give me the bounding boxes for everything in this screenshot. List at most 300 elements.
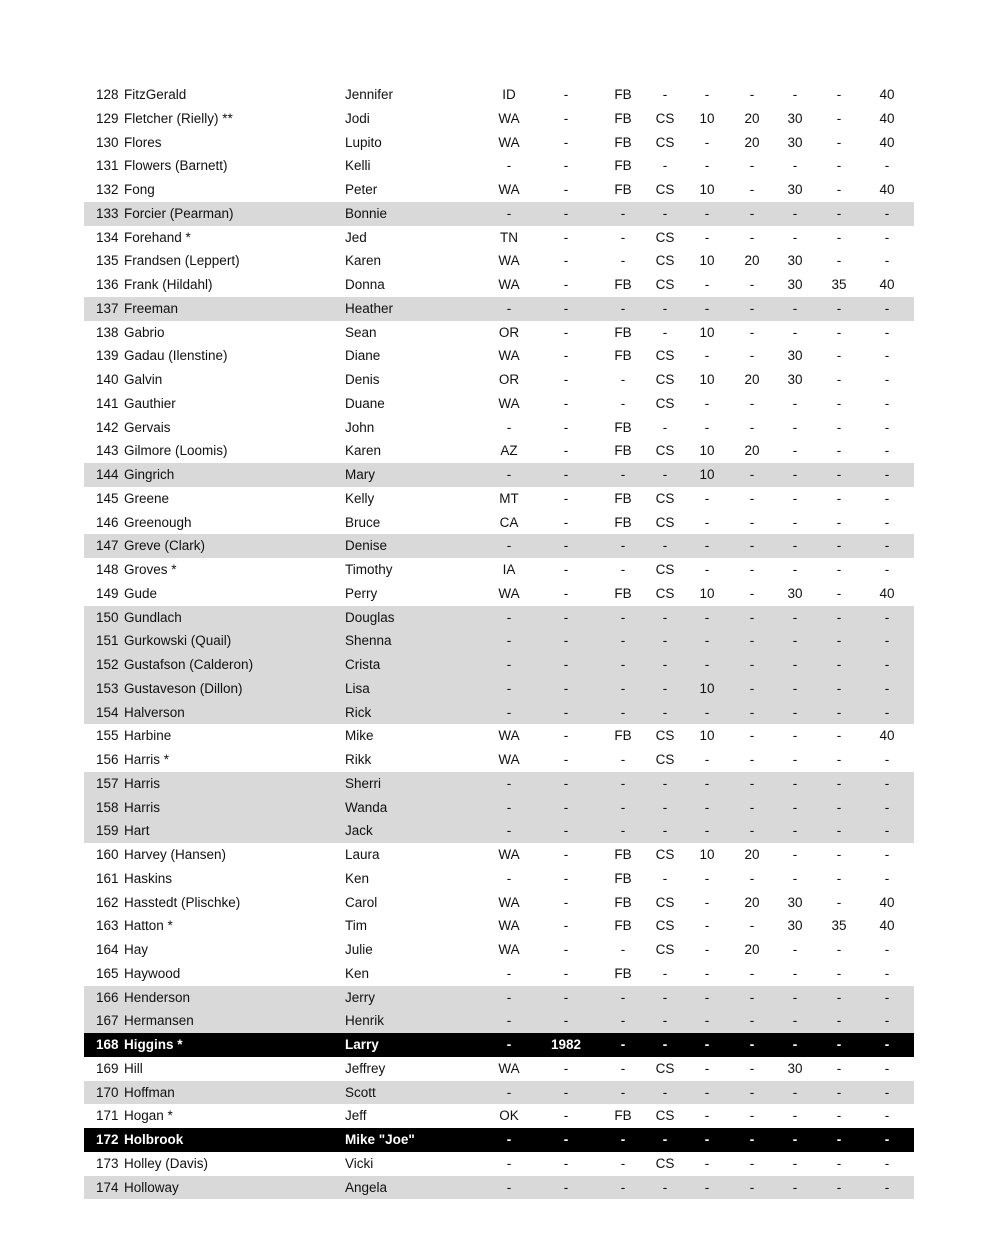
table-row [84,1057,914,1081]
mark-20-cell: - [749,324,755,340]
mark-40-cell: 40 [879,918,895,934]
mark-35-cell: - [836,942,842,957]
first-name: Jennifer [345,87,394,102]
mark-10-cell: - [704,1037,710,1052]
mark-20-cell: - [749,182,755,197]
table-row [84,701,914,725]
mark-20-cell: - [749,1179,755,1195]
mark-10-cell: - [704,205,710,221]
mark-30-cell: - [792,728,798,744]
table-row [84,321,914,345]
mark-30-cell: - [792,490,798,506]
mark-35-cell: - [836,1037,842,1052]
fb-cell: - [620,1060,626,1076]
mark-35-cell: - [836,324,842,340]
year-cell: - [563,657,569,672]
mark-20-cell: - [749,467,755,482]
cs-cell: CS [655,752,675,767]
year-cell: - [563,989,569,1005]
year-cell: - [563,419,569,435]
table-row [84,1104,914,1128]
mark-40-cell: - [884,680,890,696]
year-cell: - [563,775,569,791]
state-cell: WA [498,918,520,934]
mark-35-cell: - [836,158,842,174]
mark-35-cell: - [836,1013,842,1029]
last-name: Gingrich [124,467,175,482]
row-number: 149 [96,585,119,601]
mark-10-cell: - [704,609,710,625]
year-cell: - [563,277,569,292]
state-cell: WA [498,894,520,910]
mark-20-cell: - [749,609,755,625]
mark-20-cell: - [749,633,755,649]
table-row [84,891,914,915]
table-row [84,629,914,653]
mark-30-cell: - [792,1013,798,1029]
mark-20-cell: - [749,799,755,815]
mark-10-cell: - [704,395,710,411]
cs-cell: CS [655,182,675,197]
mark-20-cell: 20 [744,942,760,957]
last-name: Fletcher (Rielly) ** [124,110,233,126]
mark-35-cell: - [836,989,842,1005]
table-row [84,154,914,178]
row-number: 155 [96,728,119,744]
mark-30-cell: - [792,1132,798,1147]
mark-20-cell: - [749,348,755,364]
cs-cell: CS [655,514,675,530]
first-name: Perry [345,585,378,601]
mark-40-cell: 40 [879,134,895,150]
mark-40-cell: 40 [879,894,895,910]
mark-10-cell: - [704,277,710,292]
mark-30-cell: - [792,514,798,530]
mark-30-cell: - [792,1084,798,1100]
cs-cell: CS [655,1060,675,1076]
row-number: 133 [96,205,119,221]
last-name: Gervais [124,419,171,435]
mark-20-cell: 20 [744,847,760,862]
fb-cell: - [620,229,626,245]
mark-30-cell: - [792,1179,798,1195]
fb-cell: - [620,395,626,411]
cs-cell: CS [655,847,675,862]
last-name: Gurkowski (Quail) [124,633,232,649]
state-cell: IA [502,562,516,577]
mark-30-cell: 30 [787,134,803,150]
last-name: Greenough [124,514,192,530]
mark-20-cell: 20 [744,110,760,126]
cs-cell: - [662,205,668,221]
fb-cell: - [620,1013,626,1029]
fb-cell: FB [614,348,632,364]
mark-35-cell: - [836,680,842,696]
first-name: Angela [345,1179,388,1195]
state-cell: MT [499,490,519,506]
first-name: Carol [345,894,378,910]
last-name: Hatton * [124,918,173,934]
mark-30-cell: - [792,823,798,839]
last-name: Hill [124,1060,143,1076]
fb-cell: - [620,752,626,767]
fb-cell: - [620,1037,626,1052]
fb-cell: FB [614,324,632,340]
mark-30-cell: - [792,752,798,767]
year-cell: - [563,110,569,126]
last-name: Gustaveson (Dillon) [124,680,243,696]
year-cell: - [563,1013,569,1029]
mark-30-cell: - [792,324,798,340]
row-number: 131 [96,158,119,174]
state-cell: - [506,1013,512,1029]
cs-cell: - [662,633,668,649]
row-number: 150 [96,609,119,625]
year-cell: - [563,538,569,554]
row-number: 172 [96,1132,119,1147]
mark-35-cell: - [836,1132,842,1147]
last-name: Flowers (Barnett) [124,158,228,174]
first-name: Julie [345,942,373,957]
state-cell: - [506,989,512,1005]
row-number: 159 [96,823,119,839]
mark-35-cell: - [836,372,842,387]
state-cell: - [506,870,512,886]
first-name: Lisa [345,680,370,696]
first-name: Jeffrey [345,1060,386,1076]
cs-cell: CS [655,372,675,387]
mark-10-cell: - [704,894,710,910]
cs-cell: CS [655,894,675,910]
last-name: Holbrook [124,1132,184,1147]
last-name: Gundlach [124,609,182,625]
year-cell: - [563,918,569,934]
mark-35-cell: - [836,419,842,435]
table-row [84,938,914,962]
mark-20-cell: - [749,205,755,221]
mark-40-cell: - [884,300,890,316]
mark-40-cell: - [884,775,890,791]
first-name: Larry [345,1037,379,1052]
mark-35-cell: - [836,894,842,910]
mark-10-cell: 10 [699,372,715,387]
mark-30-cell: - [792,467,798,482]
mark-40-cell: - [884,324,890,340]
mark-20-cell: - [749,300,755,316]
fb-cell: - [620,205,626,221]
mark-10-cell: 10 [699,110,715,126]
cs-cell: - [662,419,668,435]
state-cell: - [506,1037,512,1052]
first-name: Kelli [345,158,371,174]
mark-30-cell: 30 [787,918,803,934]
cs-cell: CS [655,728,675,744]
cs-cell: - [662,300,668,316]
first-name: Ken [345,965,370,981]
mark-20-cell: - [749,1013,755,1029]
state-cell: OK [499,1108,519,1124]
mark-40-cell: - [884,253,890,269]
mark-30-cell: 30 [787,1060,803,1076]
year-cell: - [563,847,569,862]
table-row [84,511,914,535]
mark-20-cell: - [749,1060,755,1076]
mark-20-cell: 20 [744,134,760,150]
state-cell: - [506,704,512,720]
mark-10-cell: 10 [699,467,715,482]
row-number: 152 [96,657,119,672]
cs-cell: - [662,799,668,815]
mark-20-cell: - [749,1132,755,1147]
mark-40-cell: 40 [879,110,895,126]
table-row [84,1128,914,1152]
mark-40-cell: - [884,704,890,720]
year-cell: - [563,182,569,197]
mark-10-cell: - [704,1108,710,1124]
first-name: Sherri [345,775,382,791]
mark-35-cell: - [836,704,842,720]
year-cell: - [563,752,569,767]
row-number: 170 [96,1084,119,1100]
mark-20-cell: - [749,538,755,554]
row-number: 162 [96,894,119,910]
mark-30-cell: - [792,205,798,221]
first-name: Henrik [345,1013,385,1029]
fb-cell: FB [614,965,632,981]
first-name: Kelly [345,490,375,506]
last-name: Forcier (Pearman) [124,205,234,221]
mark-10-cell: - [704,419,710,435]
mark-35-cell: - [836,633,842,649]
mark-40-cell: 40 [879,277,895,292]
mark-10-cell: 10 [699,253,715,269]
first-name: Karen [345,253,382,269]
cs-cell: - [662,324,668,340]
year-cell: - [563,514,569,530]
mark-35-cell: 35 [831,918,847,934]
table-row [84,653,914,677]
mark-20-cell: - [749,965,755,981]
year-cell: - [563,1084,569,1100]
last-name: Groves * [124,562,177,577]
mark-30-cell: - [792,419,798,435]
mark-30-cell: - [792,847,798,862]
mark-30-cell: - [792,704,798,720]
first-name: Lupito [345,134,382,150]
cs-cell: CS [655,253,675,269]
table-row [84,83,914,107]
mark-40-cell: - [884,348,890,364]
last-name: Higgins * [124,1037,183,1052]
last-name: Gadau (Ilenstine) [124,348,228,364]
row-number: 142 [96,419,119,435]
state-cell: - [506,419,512,435]
fb-cell: FB [614,134,632,150]
mark-30-cell: - [792,680,798,696]
row-number: 156 [96,752,119,767]
cs-cell: CS [655,918,675,934]
cs-cell: - [662,158,668,174]
table-row [84,1152,914,1176]
mark-40-cell: - [884,965,890,981]
mark-30-cell: - [792,942,798,957]
table-row [84,986,914,1010]
fb-cell: FB [614,277,632,292]
fb-cell: FB [614,728,632,744]
last-name: Fong [124,182,155,197]
mark-30-cell: 30 [787,585,803,601]
mark-10-cell: - [704,158,710,174]
mark-30-cell: - [792,799,798,815]
table-row [84,1033,914,1057]
mark-10-cell: - [704,989,710,1005]
last-name: Greve (Clark) [124,538,206,554]
table-row [84,368,914,392]
state-cell: - [506,965,512,981]
fb-cell: - [620,1155,626,1171]
table-row [84,297,914,321]
first-name: Rikk [345,752,372,767]
row-number: 151 [96,633,119,649]
row-number: 134 [96,229,119,245]
first-name: Wanda [345,799,388,815]
table-row [84,677,914,701]
mark-35-cell: - [836,538,842,554]
cs-cell: - [662,775,668,791]
year-cell: - [563,609,569,625]
mark-20-cell: - [749,1108,755,1124]
fb-cell: - [620,799,626,815]
mark-40-cell: - [884,823,890,839]
mark-10-cell: 10 [699,182,715,197]
mark-35-cell: - [836,110,842,126]
first-name: Rick [345,704,372,720]
row-number: 167 [96,1013,119,1029]
table-row [84,867,914,891]
mark-10-cell: - [704,918,710,934]
mark-40-cell: - [884,1060,890,1076]
first-name: Jodi [345,110,370,126]
mark-10-cell: 10 [699,324,715,340]
fb-cell: FB [614,419,632,435]
mark-35-cell: - [836,585,842,601]
mark-35-cell: - [836,752,842,767]
mark-30-cell: - [792,443,798,459]
table-row [84,463,914,487]
mark-20-cell: 20 [744,253,760,269]
cs-cell: CS [655,490,675,506]
year-cell: - [563,704,569,720]
fb-cell: FB [614,443,632,459]
mark-30-cell: 30 [787,894,803,910]
mark-30-cell: 30 [787,110,803,126]
fb-cell: FB [614,1108,632,1124]
mark-30-cell: 30 [787,277,803,292]
mark-30-cell: - [792,158,798,174]
mark-30-cell: - [792,657,798,672]
last-name: Holloway [124,1179,179,1195]
mark-40-cell: - [884,419,890,435]
table-row [84,819,914,843]
fb-cell: - [620,704,626,720]
state-cell: - [506,799,512,815]
row-number: 143 [96,443,119,459]
table-row [84,843,914,867]
year-cell: - [563,870,569,886]
mark-10-cell: - [704,752,710,767]
state-cell: - [506,158,512,174]
table-row [84,606,914,630]
row-number: 173 [96,1155,119,1171]
fb-cell: FB [614,514,632,530]
year-cell: - [563,300,569,316]
row-number: 160 [96,847,119,862]
mark-40-cell: - [884,395,890,411]
first-name: Jack [345,823,373,839]
mark-20-cell: - [749,680,755,696]
state-cell: WA [498,1060,520,1076]
fb-cell: - [620,823,626,839]
year-cell: - [563,467,569,482]
state-cell: OR [498,372,520,387]
mark-40-cell: - [884,490,890,506]
mark-10-cell: 10 [699,680,715,696]
row-number: 140 [96,372,119,387]
last-name: Hogan * [124,1108,173,1124]
mark-40-cell: 40 [879,182,895,197]
row-number: 148 [96,562,119,577]
year-cell: - [563,1060,569,1076]
state-cell: WA [498,348,520,364]
year-cell: - [563,823,569,839]
fb-cell: - [620,609,626,625]
cs-cell: - [662,1179,668,1195]
last-name: Frank (Hildahl) [124,277,213,292]
mark-40-cell: - [884,514,890,530]
mark-10-cell: - [704,538,710,554]
row-number: 157 [96,775,119,791]
last-name: Harris [124,775,160,791]
cs-cell: - [662,1132,668,1147]
mark-10-cell: - [704,1084,710,1100]
first-name: Shenna [345,633,392,649]
mark-40-cell: - [884,562,890,577]
last-name: Gauthier [124,395,176,411]
mark-40-cell: - [884,752,890,767]
roster-table [84,83,914,1199]
mark-20-cell: - [749,657,755,672]
state-cell: - [506,1132,512,1147]
row-number: 174 [96,1179,119,1195]
mark-10-cell: - [704,134,710,150]
last-name: Gabrio [124,324,165,340]
state-cell: OR [498,324,520,340]
mark-20-cell: - [749,728,755,744]
year-cell: - [563,205,569,221]
state-cell: - [506,680,512,696]
mark-30-cell: 30 [787,372,803,387]
first-name: Karen [345,443,382,459]
year-cell: - [563,1108,569,1124]
mark-35-cell: - [836,300,842,316]
mark-10-cell: - [704,514,710,530]
mark-20-cell: - [749,395,755,411]
last-name: Harvey (Hansen) [124,847,227,862]
mark-20-cell: - [749,918,755,934]
mark-20-cell: - [749,87,755,102]
table-row [84,392,914,416]
last-name: Flores [124,134,162,150]
